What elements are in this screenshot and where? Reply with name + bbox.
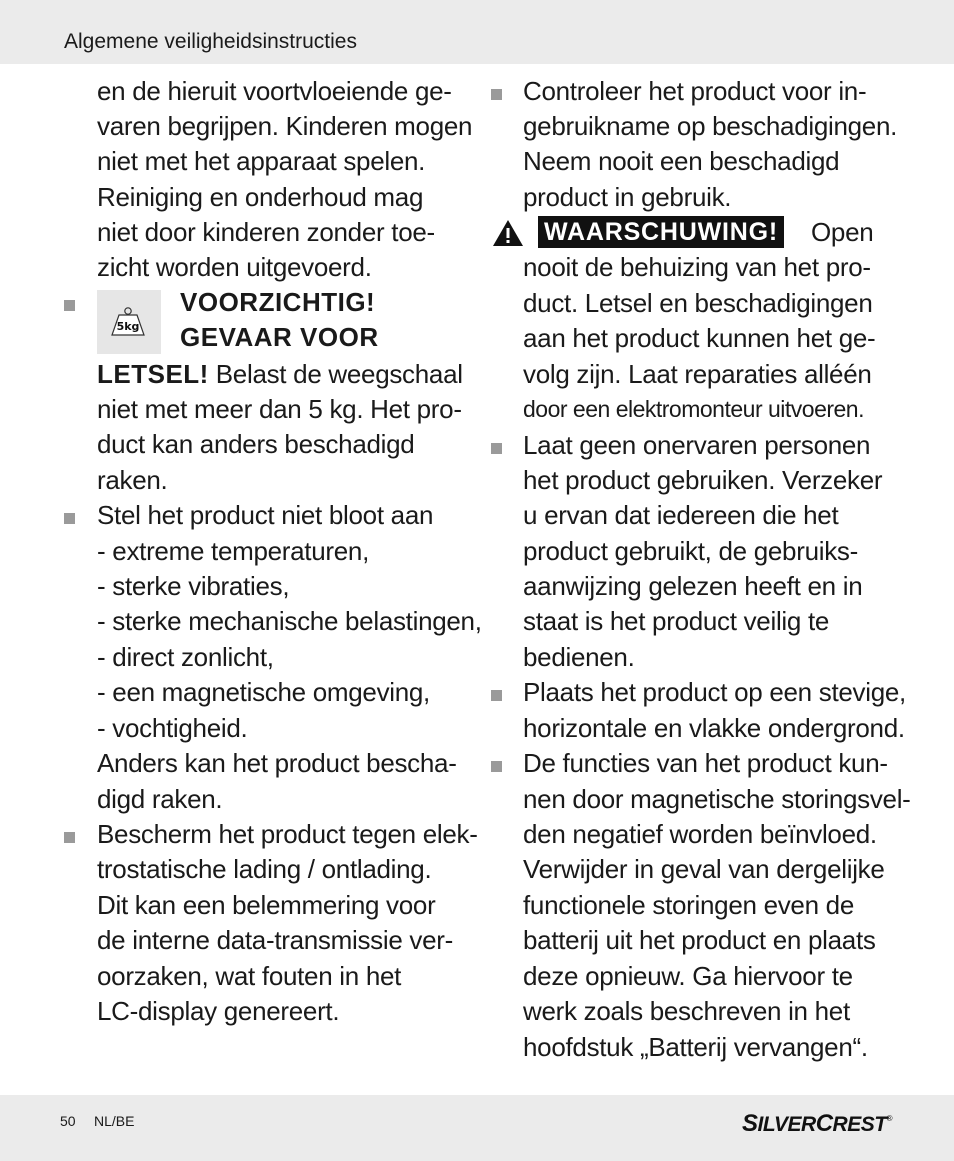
text-line: Stel het product niet bloot aan (97, 500, 434, 530)
text-line: Neem nooit een beschadigd (523, 146, 840, 176)
text-line: Open (811, 217, 874, 247)
language-code: NL/BE (94, 1113, 135, 1129)
text-line: nen door magnetische storingsvel- (523, 784, 911, 814)
text-line: Bescherm het product tegen elek- (97, 819, 478, 849)
caution-text: Belast de weegschaal (208, 359, 463, 389)
text-line: het product gebruiken. Verzeker (523, 465, 883, 495)
text-line: varen begrijpen. Kinderen mogen (97, 111, 473, 141)
text-line: u ervan dat iedereen die het (523, 500, 839, 530)
list-item: - sterke mechanische belastingen, (97, 606, 482, 636)
caution-line (97, 357, 463, 392)
text-line: Laat geen onervaren personen (523, 430, 871, 460)
list-item: - vochtigheid. (97, 713, 248, 743)
text-line: product gebruikt, de gebruiks- (523, 536, 858, 566)
text-line: duct kan anders beschadigd (97, 429, 415, 459)
text-line: horizontale en vlakke ondergrond. (523, 713, 905, 743)
text-line: den negatief worden beïnvloed. (523, 819, 877, 849)
caution-heading: LETSEL! (97, 359, 209, 389)
text-line: deze opnieuw. Ga hiervoor te (523, 961, 853, 991)
text-line: Dit kan een belemmering voor (97, 890, 436, 920)
caution-heading: VOORZICHTIG! (180, 287, 376, 317)
caution-heading: GEVAAR VOOR (180, 322, 379, 352)
text-line: trostatische lading / ontlading. (97, 854, 432, 884)
text-line: duct. Letsel en beschadigingen (523, 288, 873, 318)
brand-logo: SILVERCREST® (742, 1110, 892, 1137)
text-line: batterij uit het product en plaats (523, 925, 876, 955)
list-item: - extreme temperaturen, (97, 536, 369, 566)
list-item: - sterke vibraties, (97, 571, 290, 601)
text-line: Plaats het product op een stevige, (523, 677, 906, 707)
bullet-square (491, 443, 502, 454)
text-line: door een elektromonteur uitvoeren. (523, 396, 864, 422)
text-line: werk zoals beschreven in het (523, 996, 850, 1026)
text-line: staat is het product veilig te (523, 606, 830, 636)
warning-label: WAARSCHUWING! (538, 216, 784, 248)
text-line: Controleer het product voor in- (523, 76, 867, 106)
bullet-square (491, 89, 502, 100)
text-line: nooit de behuizing van het pro- (523, 252, 871, 282)
warning-triangle-icon (492, 219, 524, 247)
text-line: raken. (97, 465, 168, 495)
text-line: de interne data-transmissie ver- (97, 925, 453, 955)
text-line: niet met het apparaat spelen. (97, 146, 426, 176)
page-header-title: Algemene veiligheidsinstructies (64, 30, 357, 53)
bullet-square (491, 761, 502, 772)
text-line: Verwijder in geval van dergelijke (523, 854, 885, 884)
text-line: functionele storingen even de (523, 890, 854, 920)
text-line: hoofdstuk „Batterij vervangen“. (523, 1032, 868, 1062)
text-line: product in gebruik. (523, 182, 732, 212)
list-item: - een magnetische omgeving, (97, 677, 430, 707)
page-number: 50 (60, 1113, 76, 1129)
bullet-square (491, 690, 502, 701)
weight-limit-icon (97, 290, 161, 354)
bullet-square (64, 300, 75, 311)
text-line: digd raken. (97, 784, 223, 814)
text-line: LC-display genereert. (97, 996, 340, 1026)
bullet-square (64, 832, 75, 843)
text-line: Reiniging en onderhoud mag (97, 182, 424, 212)
text-line: gebruikname op beschadigingen. (523, 111, 898, 141)
text-line: niet met meer dan 5 kg. Het pro- (97, 394, 462, 424)
text-line: Anders kan het product bescha- (97, 748, 457, 778)
text-line: De functies van het product kun- (523, 748, 888, 778)
text-line: aan het product kunnen het ge- (523, 323, 876, 353)
bullet-square (64, 513, 75, 524)
text-line: en de hieruit voortvloeiende ge- (97, 76, 452, 106)
list-item: - direct zonlicht, (97, 642, 274, 672)
text-line: volg zijn. Laat reparaties alléén (523, 359, 872, 389)
text-line: niet door kinderen zonder toe- (97, 217, 435, 247)
text-line: zicht worden uitgevoerd. (97, 252, 372, 282)
text-line: aanwijzing gelezen heeft en in (523, 571, 863, 601)
text-line: bedienen. (523, 642, 635, 672)
text-line: oorzaken, wat fouten in het (97, 961, 402, 991)
weight-limit-text: 5kg (116, 320, 140, 333)
